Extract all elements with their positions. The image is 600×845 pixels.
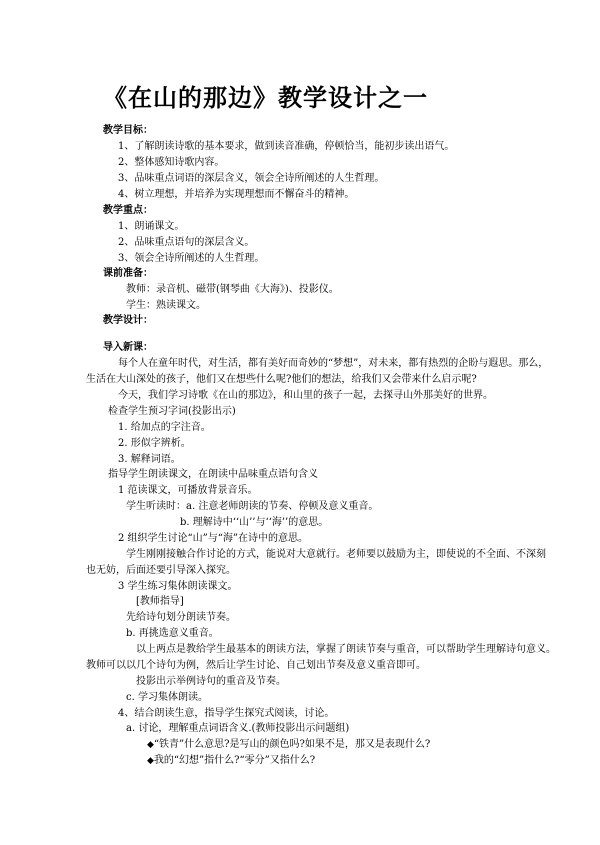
design-heading: 教学设计：	[103, 315, 153, 326]
preview-heading: 检查学生预习字词(投影出示)	[108, 406, 236, 417]
guide-paragraph: 学生刚刚接触合作讨论的方式，能说对大意就行。老师要以鼓励为主，即使说的不全面、不深刻	[126, 549, 546, 560]
objective-item: 4、树立理想，并培养为实现理想而不懈奋斗的精神。	[118, 189, 355, 200]
preparation-teacher: 教师：录音机、磁带(钢琴曲《大海》)、投影仪。	[126, 284, 339, 295]
guide-step: 1 范读课文，可播放背景音乐。	[118, 485, 258, 496]
guide-paragraph: 也无妨，后面还要引导深入探究。	[86, 565, 236, 576]
objectives-heading: 教学目标：	[103, 125, 153, 136]
question-item	[147, 738, 430, 752]
teacher-guide-label: [教师指导]	[136, 596, 184, 607]
key-points-heading: 教学重点：	[103, 205, 153, 216]
diamond-bullet-icon: ◆	[147, 740, 154, 750]
guide-step-detail: b. 理解诗中‘‘山’’与‘‘海’’的意思。	[180, 517, 329, 528]
key-point-item: 3、领会全诗所阐述的人生哲理。	[118, 253, 265, 264]
preview-item: 1. 给加点的字注音。	[118, 422, 211, 433]
objective-item: 1、了解朗读诗歌的基本要求，做到读音准确，停顿恰当，能初步读出语气。	[118, 141, 455, 152]
preparation-heading: 课前准备：	[103, 268, 153, 279]
objective-item: 3、品味重点词语的深层含义，领会全诗所阐述的人生哲理。	[118, 173, 385, 184]
guide-step: 4、结合朗读生意，指导学生探究式阅读，讨论。	[118, 708, 335, 719]
question-text: 我的“幻想”指什么?“零分”又指什么?	[153, 755, 316, 766]
guide-step-detail: b. 再挑选意义重音。	[126, 628, 219, 639]
intro-paragraph: 每个人在童年时代，对生活，都有美好而奇妙的“梦想”，对未来，都有热烈的企盼与遐思。那么，	[118, 358, 549, 369]
page-title: 《在山的那边》教学设计之一	[103, 83, 428, 112]
guide-step-detail: 投影出示举例诗句的重音及节奏。	[136, 676, 286, 687]
guide-paragraph: 教师可以以几个诗句为例，然后让学生讨论、自己划出节奏及意义重音即可。	[86, 660, 426, 671]
intro-paragraph: 今天，我们学习诗歌《在山的那边》，和山里的孩子一起，去探寻山外那美好的世界。	[118, 390, 493, 401]
key-point-item: 1、朗诵课文。	[118, 221, 185, 232]
guide-step: 2 组织学生讨论“山”与“海”在诗中的意思。	[118, 533, 308, 544]
question-item	[147, 754, 315, 768]
guide-step-detail: c. 学习集体朗读。	[126, 692, 208, 703]
preview-item: 3. 解释词语。	[118, 454, 181, 465]
preview-item: 2. 形似字辨析。	[118, 438, 191, 449]
guide-step-detail: a. 讨论，理解重点词语含义.(教师投影出示问题组)	[126, 723, 350, 734]
guide-step-detail: 学生听读时：a. 注意老师朗读的节奏、停顿及意义重音。	[126, 501, 379, 512]
preparation-student: 学生：熟读课文。	[126, 300, 206, 311]
objective-item: 2、整体感知诗歌内容。	[118, 157, 225, 168]
guide-paragraph: 以上两点是教给学生最基本的朗读方法，掌握了朗读节奏与重音，可以帮助学生理解诗句意义。	[136, 644, 556, 655]
intro-heading: 导入新课：	[103, 342, 153, 353]
key-point-item: 2、品味重点语句的深层含义。	[118, 237, 255, 248]
guide-step-detail: 先给诗句划分朗读节奏。	[126, 612, 236, 623]
question-text: “铁青”什么意思?是写山的颜色吗?如果不是，那又是表现什么?	[153, 739, 431, 750]
guide-step: 3 学生练习集体朗读课文。	[118, 581, 238, 592]
guide-heading: 指导学生朗读课文，在朗读中品味重点语句含义	[108, 469, 318, 480]
intro-paragraph: 生活在大山深处的孩子，他们又在想些什么呢?他们的想法，给我们又会带来什么启示呢?	[86, 374, 477, 385]
diamond-bullet-icon: ◆	[147, 756, 154, 766]
